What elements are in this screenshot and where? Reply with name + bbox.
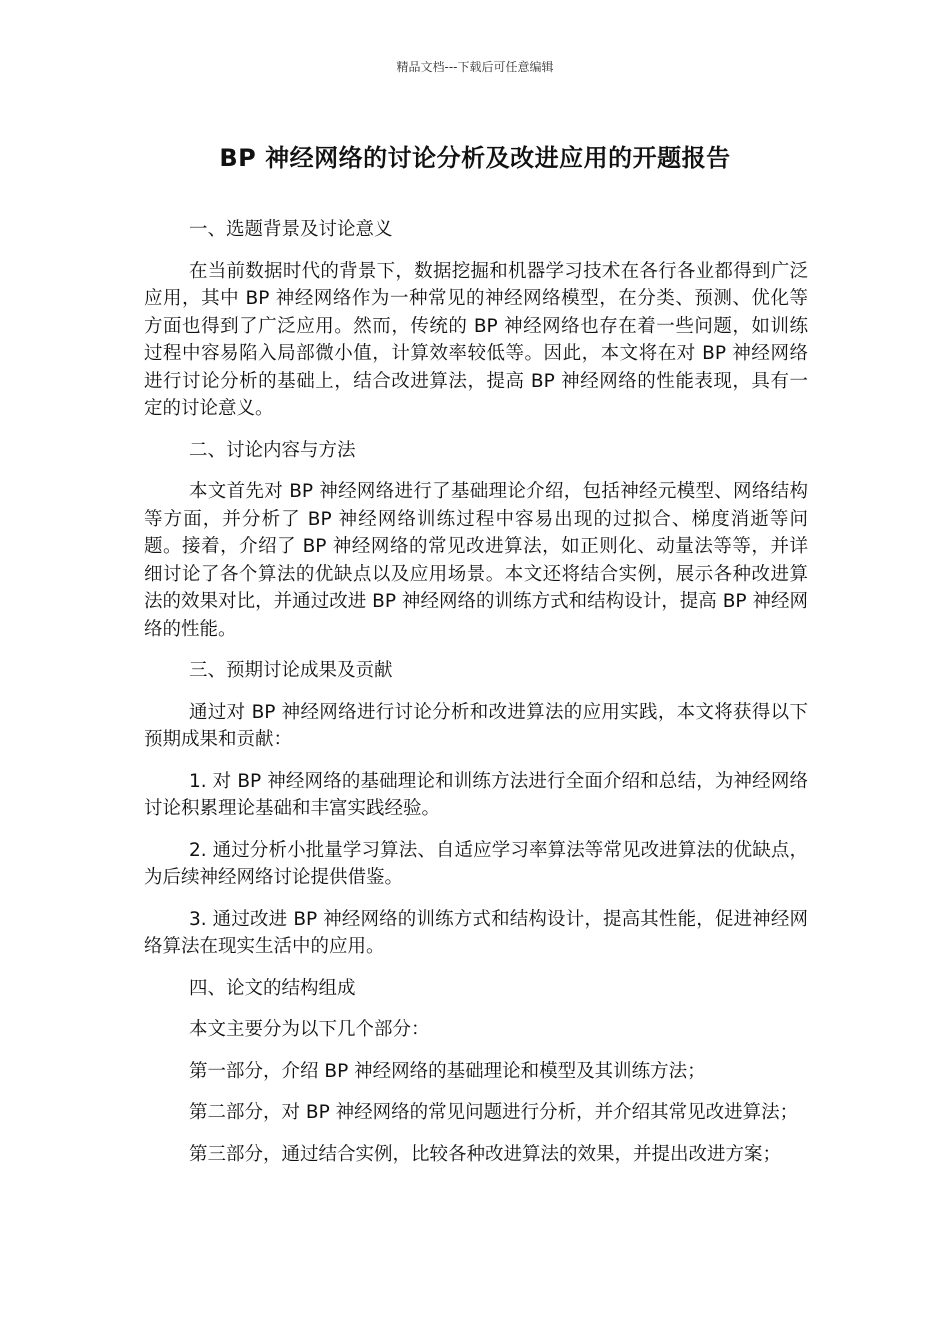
body-paragraph: 本文首先对 BP 神经网络进行了基础理论介绍，包括神经元模型、网络结构等方面，并分析了 BP 神经网络训练过程中容易出现的过拟合、梯度消逝等问题。接着，介绍了 BP 神经网络的常见改进算法，如正则化、动量法等等，并详细讨论了各个算法的优缺点以及应用场景。本文还将结合实例，展示各种改进算法的效果对比，并通过改进 BP 神经网络的训练方式和结构设计，提高 BP 神经网络的性能。 [144,481,808,640]
document-title: BP 神经网络的讨论分析及改进应用的开题报告 [219,144,731,172]
body-paragraph: 通过对 BP 神经网络进行讨论分析和改进算法的应用实践，本文将获得以下预期成果和贡献： [144,701,808,750]
list-item: 第三部分，通过结合实例，比较各种改进算法的效果，并提出改进方案； [189,1143,782,1165]
section-heading: 二、讨论内容与方法 [189,439,356,461]
document-body [144,216,808,1182]
page-header: 精品文档---下载后可任意编辑 [396,60,554,74]
list-item: 1. 对 BP 神经网络的基础理论和训练方法进行全面介绍和总结，为神经网络讨论积累理论基础和丰富实践经验。 [144,770,808,819]
body-paragraph: 在当前数据时代的背景下，数据挖掘和机器学习技术在各行各业都得到广泛应用，其中 BP 神经网络作为一种常见的神经网络模型，在分类、预测、优化等方面也得到了广泛应用。然而，传统的 BP 神经网络也存在着一些问题，如训练过程中容易陷入局部微小值，计算效率较低等。因此，本文将在对 BP 神经网络进行讨论分析的基础上，结合改进算法，提高 BP 神经网络的性能表现，具有一定的讨论意义。 [144,260,808,419]
list-item: 2. 通过分析小批量学习算法、自适应学习率算法等常见改进算法的优缺点，为后续神经网络讨论提供借鉴。 [144,839,808,888]
section-heading: 一、选题背景及讨论意义 [189,219,393,240]
section-heading: 三、预期讨论成果及贡献 [189,660,393,681]
list-item: 3. 通过改进 BP 神经网络的训练方式和结构设计，提高其性能，促进神经网络算法在现实生活中的应用。 [144,908,808,957]
list-item: 第一部分，介绍 BP 神经网络的基础理论和模型及其训练方法； [189,1060,706,1082]
section-heading: 四、论文的结构组成 [189,977,356,999]
body-paragraph: 本文主要分为以下几个部分： [189,1019,430,1040]
list-item: 第二部分，对 BP 神经网络的常见问题进行分析，并介绍其常见改进算法； [189,1102,799,1123]
